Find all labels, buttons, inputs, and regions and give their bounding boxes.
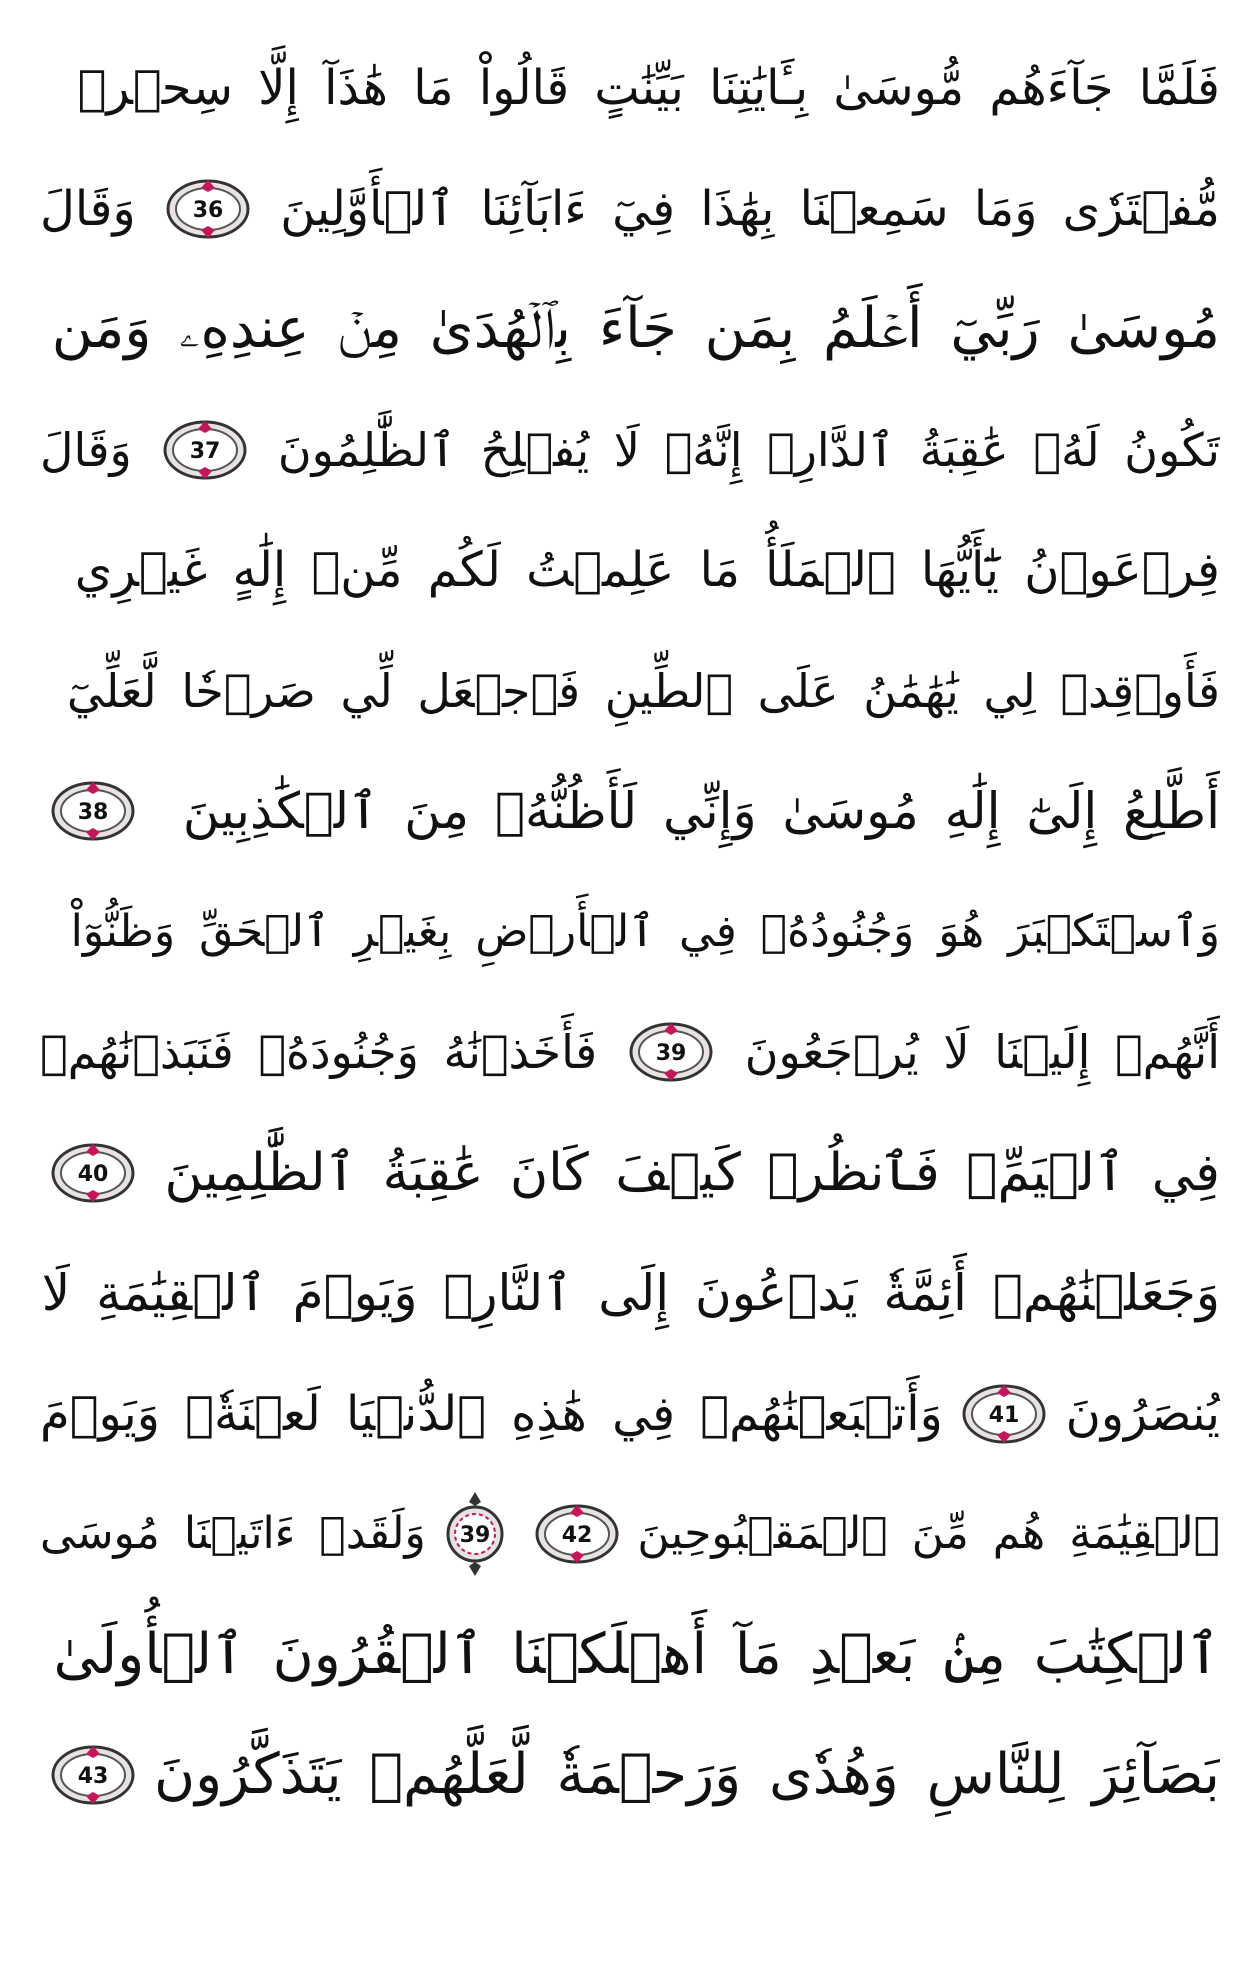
- verse-text: وَٱسۡتَكۡبَرَ هُوَ وَجُنُودُهُۥ فِي ٱلۡأَرۡضِ بِغَيۡرِ ٱلۡحَقِّ وَظَنُّوٓاْ: [70, 905, 1220, 957]
- ayah-number-marker: [50, 780, 136, 842]
- ayah-number: 42: [561, 1523, 593, 1549]
- hizb-ornament-icon: [443, 1490, 507, 1578]
- verse-line: [40, 751, 1220, 872]
- ayah-number: 40: [77, 1161, 109, 1187]
- verse-line: [40, 872, 1220, 993]
- verse-text: وَأَتۡبَعۡنَٰهُمۡ فِي هَٰذِهِ ٱلدُّنۡيَا لَعۡنَةٗۖ وَيَوۡمَ: [40, 1385, 943, 1442]
- verse-line: [40, 1715, 1220, 1836]
- verse-text: أَنَّهُمۡ إِلَيۡنَا لَا يُرۡجَعُونَ: [744, 1025, 1220, 1080]
- verse-line: [40, 1233, 1220, 1354]
- ayah-number-marker: [165, 178, 251, 240]
- verse-line: [40, 1474, 1220, 1595]
- verse-line: [40, 28, 1220, 149]
- ayah-number: 39: [655, 1041, 687, 1067]
- verse-text: وَقَالَ: [40, 422, 132, 477]
- verse-text: ٱلۡكِتَٰبَ مِنۢ بَعۡدِ مَآ أَهۡلَكۡنَا ٱلۡقُرُونَ ٱلۡأُولَىٰ: [53, 1621, 1220, 1687]
- verse-line: [40, 1354, 1220, 1475]
- ayah-number: 43: [77, 1764, 109, 1790]
- ayah-number: 37: [189, 438, 221, 464]
- verse-text: تَكُونُ لَهُۥ عَٰقِبَةُ ٱلدَّارِۚ إِنَّهُۥ لَا يُفۡلِحُ ٱلظَّٰلِمُونَ: [277, 422, 1220, 477]
- verse-text: فِي ٱلۡيَمِّۖ فَٱنظُرۡ كَيۡفَ كَانَ عَٰقِبَةُ ٱلظَّٰلِمِينَ: [164, 1142, 1220, 1203]
- verse-text: بَصَآئِرَ لِلنَّاسِ وَهُدٗى وَرَحۡمَةٗ لَّعَلَّهُمۡ يَتَذَكَّرُونَ: [153, 1742, 1220, 1808]
- verse-line: [40, 1595, 1220, 1716]
- ayah-number: 36: [192, 197, 224, 223]
- hizb-number: 39: [459, 1523, 491, 1549]
- ayah-number-marker: [162, 419, 248, 481]
- verse-text: مُّفۡتَرٗى وَمَا سَمِعۡنَا بِهَٰذَا فِيٓ ءَابَآئِنَا ٱلۡأَوَّلِينَ: [280, 180, 1220, 237]
- verse-text: أَطَّلِعُ إِلَىٰٓ إِلَٰهِ مُوسَىٰ وَإِنِّي لَأَظُنُّهُۥ مِنَ ٱلۡكَٰذِبِينَ: [182, 782, 1220, 841]
- verse-line: [40, 149, 1220, 270]
- ayah-number-marker: [50, 1744, 136, 1806]
- ayah-number-marker: [961, 1383, 1047, 1445]
- verse-text: فِرۡعَوۡنُ يَٰٓأَيُّهَا ٱلۡمَلَأُ مَا عَلِمۡتُ لَكُم مِّنۡ إِلَٰهٍ غَيۡرِي: [74, 542, 1220, 599]
- verse-text: وَقَالَ: [40, 180, 136, 237]
- verse-text: ٱلۡقِيَٰمَةِ هُم مِّنَ ٱلۡمَقۡبُوحِينَ: [637, 1508, 1220, 1560]
- verse-text: فَلَمَّا جَآءَهُم مُّوسَىٰ بِـَٔايَٰتِنَا بَيِّنَٰتٍ قَالُواْ مَا هَٰذَآ إِلَّا سِحۡرٞ: [77, 60, 1220, 117]
- verse-text: مُوسَىٰ رَبِّيٓ أَعۡلَمُ بِمَن جَآءَ بِٱلۡهُدَىٰ مِنۡ عِندِهِۦ وَمَن: [51, 296, 1220, 362]
- verse-text: وَلَقَدۡ ءَاتَيۡنَا مُوسَى: [40, 1508, 426, 1560]
- verse-line: [40, 631, 1220, 752]
- verse-text: فَأَخَذۡنَٰهُ وَجُنُودَهُۥ فَنَبَذۡنَٰهُمۡ: [40, 1025, 598, 1080]
- verse-line: [40, 510, 1220, 631]
- verse-text: فَأَوۡقِدۡ لِي يَٰهَٰمَٰنُ عَلَى ٱلطِّينِ فَٱجۡعَل لِّي صَرۡحٗا لَّعَلِّيٓ: [66, 663, 1220, 718]
- verse-line: [40, 1113, 1220, 1234]
- verse-text: وَجَعَلۡنَٰهُمۡ أَئِمَّةٗ يَدۡعُونَ إِلَى ٱلنَّارِۖ وَيَوۡمَ ٱلۡقِيَٰمَةِ لَا: [41, 1264, 1220, 1323]
- verse-line: [40, 390, 1220, 511]
- ayah-number-marker: [50, 1142, 136, 1204]
- verse-line: [40, 269, 1220, 390]
- ayah-number-marker: [534, 1503, 620, 1565]
- ayah-number: 38: [77, 800, 109, 826]
- ayah-number: 41: [988, 1402, 1020, 1428]
- verse-line: [40, 992, 1220, 1113]
- ayah-number-marker: [628, 1021, 714, 1083]
- verse-text: يُنصَرُونَ: [1065, 1385, 1220, 1442]
